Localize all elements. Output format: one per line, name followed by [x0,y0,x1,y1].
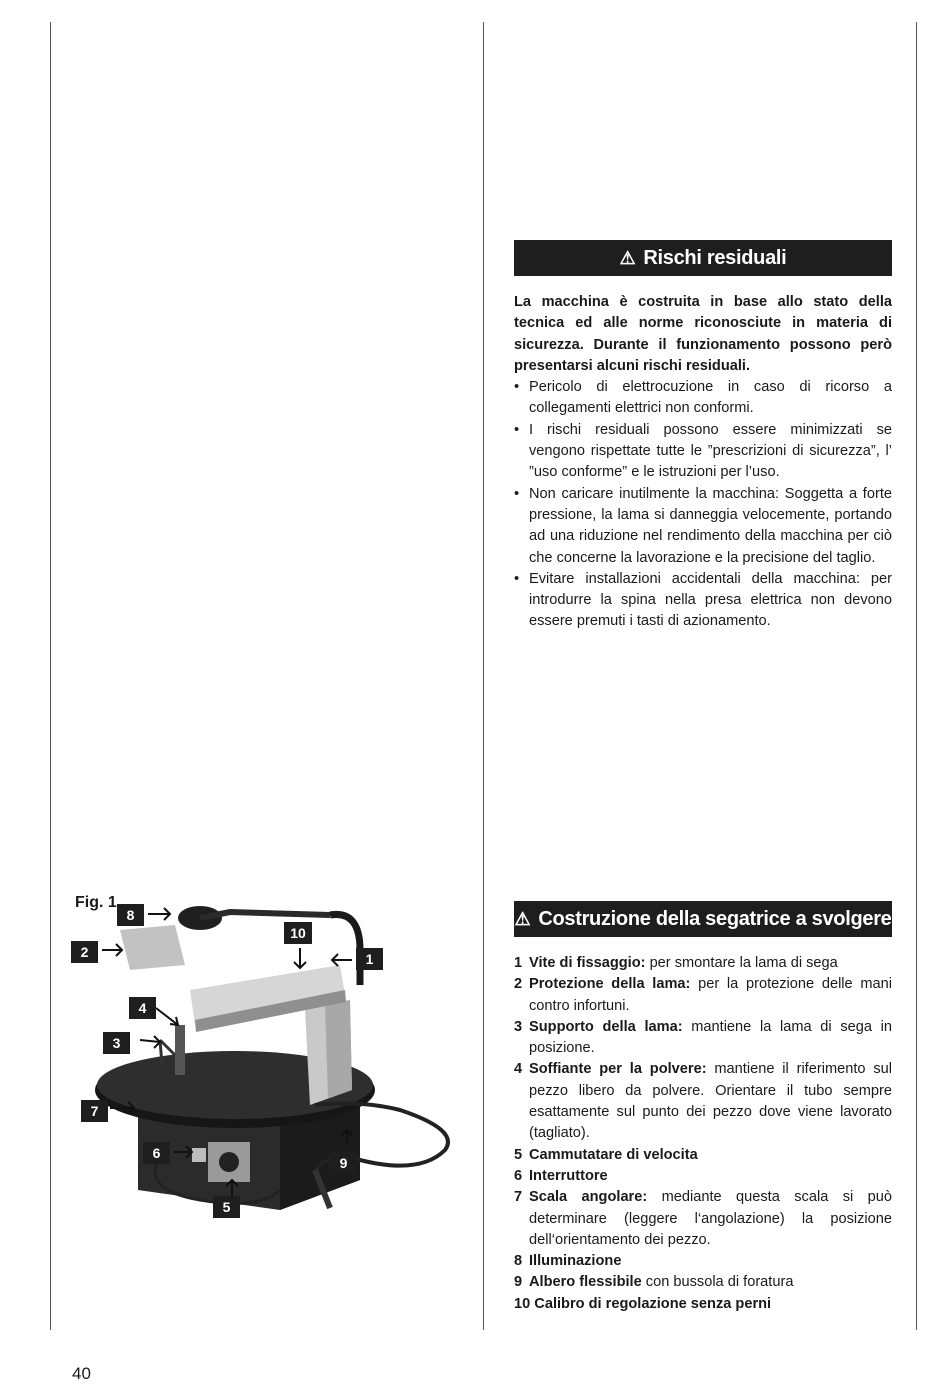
item-term: Illuminazione [529,1253,622,1270]
item-number: 1 [514,955,523,971]
item-number: 10 [514,1295,531,1312]
figure-callout: 7 [81,1100,108,1122]
construction-heading: Costruzione della segatrice a svolgere [538,907,892,930]
item-term: Protezione della lama: [529,976,691,993]
figure-callout: 6 [143,1142,170,1164]
item-number: 8 [514,1253,523,1270]
warning-triangle-icon: ⚠ [514,908,531,929]
list-item: • Evitare installazioni accidentali della macchina: per introdurre la spina nella presa elettrica non devono essere premuti i tasti di azionamento. [514,569,892,633]
warning-triangle-icon: ⚠ [619,247,636,268]
figure-callout: 8 [117,904,144,926]
page-number: 40 [72,1364,91,1383]
parts-list [514,953,892,1315]
figure-label: Fig. 1 [75,894,117,911]
item-term: Cammutatare di velocita [529,1146,698,1163]
item-term: Albero flessibile [529,1274,642,1291]
item-number: 9 [514,1274,523,1291]
item-term: Supporto della lama: [529,1018,683,1035]
item-number: 3 [514,1018,523,1035]
list-item [514,1059,892,1144]
construction-legend [514,953,892,1315]
figure-callout: 1 [356,948,383,970]
list-item: • Non caricare inutilmente la macchina: Soggetta a forte pressione, la lama si danneggia velocemente, portando ad una riduzione nel rendimento della macchina per ciò che concerne la lavorazione e la precisione del taglio. [514,484,892,569]
residual-risks-heading: Rischi residuali [643,246,787,269]
figure-callout: 10 [284,922,312,944]
item-text: con bussola di foratura [641,1274,794,1291]
residual-risks-intro: La macchina è costruita in base allo stato della tecnica ed alle norme riconosciute in materia di sicurezza. Durante il funzionamento possono però presentarsi alcuni rischi residuali. [514,294,892,374]
list-item [514,1166,892,1187]
item-number: 6 [514,1167,523,1184]
item-number: 5 [514,1146,523,1163]
residual-risks-body [514,292,892,633]
item-text: per la protezione delle mani contro infortuni. [529,976,893,1014]
figure-callout: 3 [103,1032,130,1054]
item-term: Calibro di regolazione senza perni [534,1295,772,1312]
list-item [514,1187,892,1251]
item-term: Interruttore [529,1167,608,1184]
residual-risks-heading-bar [514,240,892,276]
figure-callout: 9 [330,1152,357,1174]
figure-callout: 4 [129,997,156,1019]
list-item [514,1145,892,1166]
list-item: • Pericolo di elettrocuzione in caso di ricorso a collegamenti elettrici non conformi. [514,377,892,420]
residual-risks-list [514,377,892,633]
item-text: mantiene il riferimento sul pezzo libero da polvere. Orientare il tubo sempre esattamente sul punto dei pezzo dove viene lavorato (tagliato). [529,1061,892,1142]
list-item [514,1294,892,1315]
scroll-saw-illustration [60,890,480,1230]
figure-callout: 2 [71,941,98,963]
column-rule-right [916,22,917,1330]
item-term: Scala angolare: [529,1189,648,1206]
list-item [514,1251,892,1272]
list-item [514,974,892,1017]
list-item: • I rischi residuali possono essere minimizzati se vengono rispettate tutte le ”prescrizioni di sicurezza”, l’ ”uso conforme” e le istruzioni per l’uso. [514,420,892,484]
list-item [514,1272,892,1293]
figure-callout: 5 [213,1196,240,1218]
column-rule-left [50,22,51,1330]
item-term: Soffiante per la polvere: [529,1061,707,1078]
list-item [514,953,892,974]
item-term: Vite di fissaggio: [529,955,646,971]
item-text: per smontare la lama di sega [645,955,838,971]
item-number: 7 [514,1189,523,1206]
item-text: mediante questa scala si può determinare (leggere l‘angolazione) la posizione dell‘orientamento dei pezzo. [529,1189,892,1248]
column-rule-middle [483,22,484,1330]
item-number: 2 [514,976,523,993]
list-item [514,1017,892,1060]
item-text: mantiene la lama di sega in posizione. [529,1018,892,1057]
item-number: 4 [514,1061,523,1078]
construction-heading-bar [514,901,892,937]
